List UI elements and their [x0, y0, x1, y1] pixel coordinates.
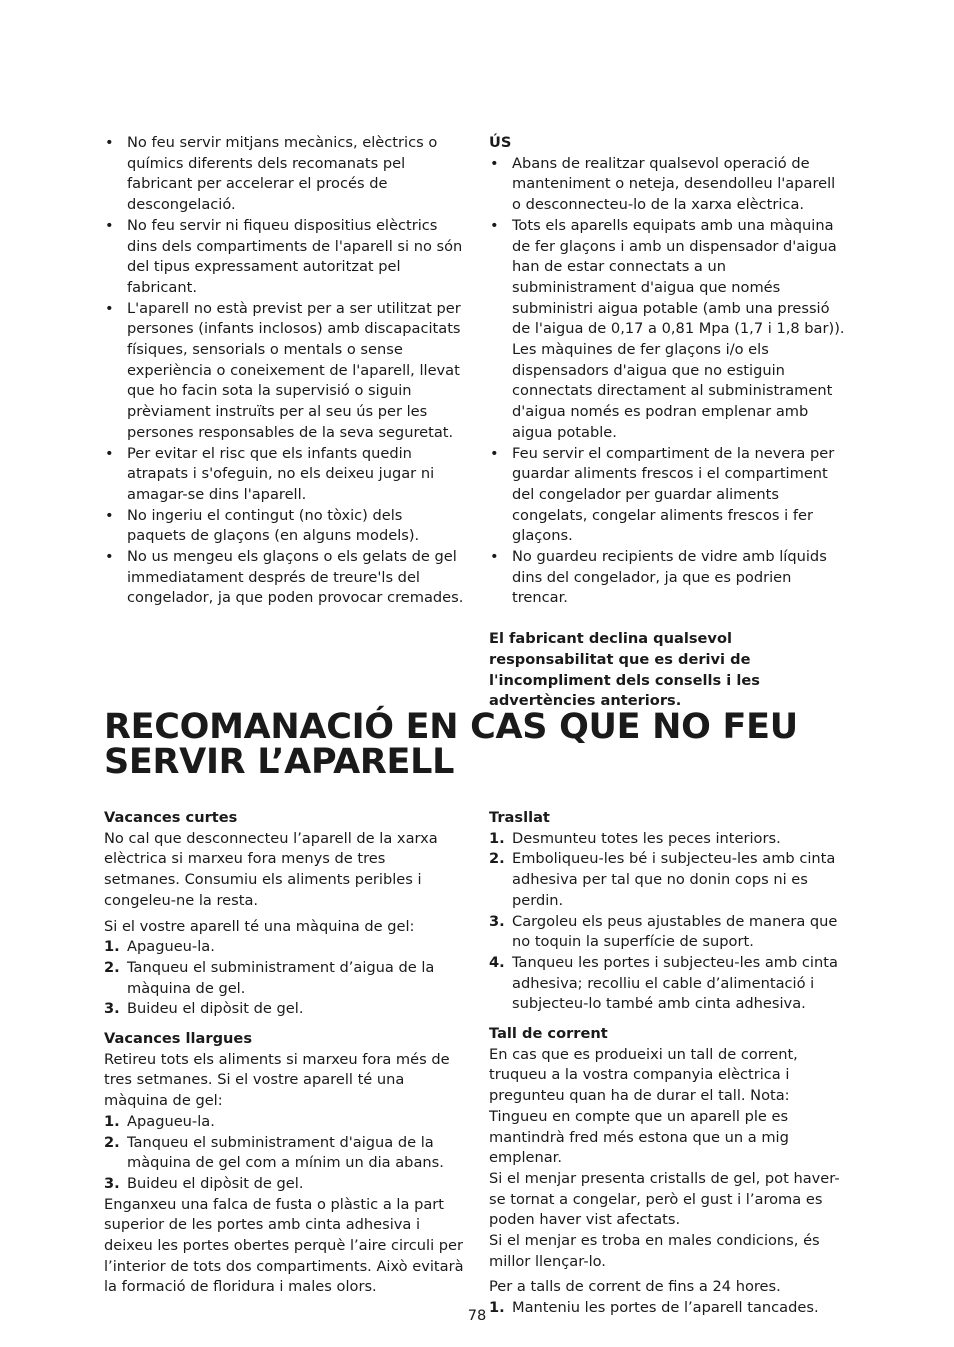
- list-item: • No guardeu recipients de vidre amb líquids dins del congelador, ja que es podrien trencar.: [489, 547, 845, 609]
- list-item: • No ingeriu el contingut (no tòxic) dels paquets de glaçons (en alguns models).: [104, 506, 464, 547]
- list-item: [104, 999, 464, 1020]
- use-column-right: [489, 133, 845, 712]
- step-text: Tanqueu el subministrament d’aigua de la màquina de gel.: [127, 958, 435, 997]
- list-item: • No feu servir ni fiqueu dispositius elèctrics dins dels compartiments de l'aparell si no són del tipus expressament autoritzat pel fabricant.: [104, 216, 464, 299]
- list-item: • Feu servir el compartiment de la nevera per guardar aliments frescos i el compartiment del congelador per guardar aliments congelats, congelar aliments frescos i fer glaçons.: [489, 444, 845, 548]
- list-item: • L'aparell no està previst per a ser utilitzat per persones (infants inclosos) amb discapacitats físiques, sensorials o mentals o sense experiència o coneixement de l'aparell, llevat que ho facin sota la supervisió o siguin prèviament instruïts per al seu ús per les persones responsables de la seva seguretat.: [104, 299, 464, 444]
- long-holidays-steps: [104, 1112, 464, 1195]
- step-text: Buideu el dipòsit de gel.: [127, 1000, 304, 1018]
- holidays-column-left: [104, 808, 464, 1298]
- list-item: • No feu servir mitjans mecànics, elèctrics o químics diferents dels recomanats pel fabricant per accelerar el procés de descongelació.: [104, 133, 464, 216]
- list-item: • Abans de realitzar qualsevol operació de manteniment o neteja, desendolleu l'aparell o desconnecteu-lo de la xarxa elèctrica.: [489, 154, 845, 216]
- power-cut-text-2: Si el menjar presenta cristalls de gel, pot haver-se tornat a congelar, però el gust i l’aroma es poden haver vist afectats.: [489, 1169, 840, 1229]
- step-text: Tanqueu les portes i subjecteu-les amb cinta adhesiva; recolliu el cable d’alimentació i subjecteu-lo també amb cinta adhesiva.: [512, 953, 838, 1013]
- step-text: Cargoleu els peus ajustables de manera que no toquin la superfície de suport.: [512, 912, 838, 951]
- short-holidays-intro: Si el vostre aparell té una màquina de gel:: [104, 917, 415, 935]
- list-item: [489, 953, 845, 1015]
- step-number: 1.: [489, 1299, 505, 1317]
- power-cut-text-1: En cas que es produeixi un tall de corrent, truqueu a la vostra companyia elèctrica i pregunteu quan ha de durar el tall. Nota: Tingueu en compte que un aparell ple es mantindrà fred més estona que un a mig emplenar.: [489, 1045, 798, 1167]
- list-item: [104, 958, 464, 999]
- list-item: [104, 1112, 464, 1133]
- step-number: 2.: [104, 1133, 120, 1151]
- power-cut-text-3: Si el menjar es troba en males condicions, és millor llençar-lo.: [489, 1232, 820, 1270]
- safety-column-left: [104, 133, 464, 609]
- safety-bullet-list: [104, 133, 464, 609]
- list-item: [104, 1133, 464, 1174]
- short-holidays-text: No cal que desconnecteu l’aparell de la xarxa elèctrica si marxeu fora menys de tres setmanes. Consumiu els aliments peribles i congeleu-ne la resta.: [104, 829, 438, 909]
- step-number: 2.: [104, 958, 120, 976]
- step-number: 2.: [489, 850, 505, 868]
- list-item: [489, 912, 845, 953]
- power-cut-heading: Tall de corrent: [489, 1025, 608, 1043]
- moving-steps: [489, 829, 845, 1015]
- step-text: Buideu el dipòsit de gel.: [127, 1174, 304, 1192]
- list-item: [489, 829, 845, 850]
- list-item: [104, 937, 464, 958]
- long-holidays-heading: Vacances llargues: [104, 1030, 253, 1048]
- step-text: Desmunteu totes les peces interiors.: [512, 829, 781, 847]
- long-holidays-after: Enganxeu una falca de fusta o plàstic a la part superior de les portes amb cinta adhesiva i deixeu les portes obertes perquè l’aire circuli per l’interior de tots dos compartiments. Això evitarà la formació de floridura i males olors.: [104, 1195, 464, 1296]
- step-text: Emboliqueu-les bé i subjecteu-les amb cinta adhesiva per tal que no donin cops ni es perdin.: [512, 850, 836, 909]
- step-number: 3.: [104, 1000, 120, 1018]
- manufacturer-disclaimer: El fabricant declina qualsevol responsabilitat que es derivi de l'incompliment dels consells i les advertències anteriors.: [489, 630, 760, 710]
- step-text: Manteniu les portes de l’aparell tancades.: [512, 1299, 819, 1317]
- use-heading: ÚS: [489, 134, 512, 151]
- step-number: 4.: [489, 953, 505, 971]
- moving-column-right: [489, 808, 845, 1319]
- power-cut-text-4: Per a talls de corrent de fins a 24 hores.: [489, 1278, 781, 1296]
- step-number: 3.: [104, 1174, 120, 1192]
- step-number: 1.: [489, 829, 505, 847]
- short-holidays-steps: [104, 937, 464, 1020]
- step-text: Apagueu-la.: [127, 1112, 215, 1130]
- step-number: 3.: [489, 912, 505, 930]
- list-item: [104, 1174, 464, 1195]
- list-item: • No us mengeu els glaçons o els gelats de gel immediatament després de treure'ls del congelador, ja que poden provocar cremades.: [104, 547, 464, 609]
- use-bullet-list: [489, 154, 845, 609]
- list-item: [489, 849, 845, 911]
- list-item: • Per evitar el risc que els infants quedin atrapats i s'ofeguin, no els deixeu jugar ni amagar-se dins l'aparell.: [104, 444, 464, 506]
- step-text: Apagueu-la.: [127, 938, 215, 956]
- long-holidays-text: Retireu tots els aliments si marxeu fora més de tres setmanes. Si el vostre aparell té una màquina de gel:: [104, 1050, 450, 1110]
- short-holidays-heading: Vacances curtes: [104, 809, 238, 826]
- section-title: RECOMANACIÓ EN CAS QUE NO FEU SERVIR L’APARELL: [104, 707, 798, 782]
- step-number: 1.: [104, 1112, 120, 1130]
- step-text: Tanqueu el subministrament d'aigua de la màquina de gel com a mínim un dia abans.: [127, 1133, 444, 1172]
- page-number: 78: [467, 1307, 487, 1324]
- step-number: 1.: [104, 938, 120, 956]
- list-item: • Tots els aparells equipats amb una màquina de fer glaçons i amb un dispensador d'aigua han de estar connectats a un subministrament d'aigua que només subministri aigua potable (amb una pressió de l'aigua de 0,17 a 0,81 Mpa (1,7 i 1,8 bar)). Les màquines de fer glaçons i/o els dispensadors d'aigua que no estiguin connectats directament al subministrament d'aigua només es podran emplenar amb aigua potable.: [489, 216, 845, 444]
- moving-heading: Trasllat: [489, 809, 550, 826]
